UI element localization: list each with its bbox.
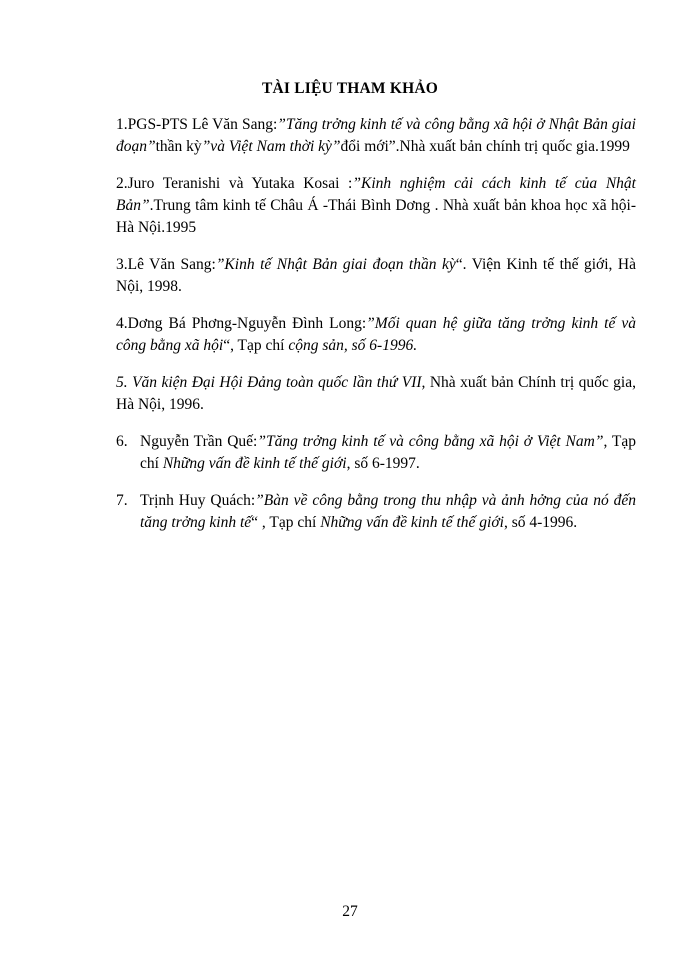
reference-list [116, 114, 636, 549]
reference-item-7 [116, 490, 636, 534]
page-title: TÀI LIỆU THAM KHẢO [262, 80, 438, 97]
reference-text: .Trung tâm kinh tế Châu Á -Thái Bình Dơng . Nhà xuất bản khoa học xã hội-Hà Nội.1995 [116, 197, 636, 236]
reference-title: ”Bàn về công bằng trong thu nhập và ảnh hởng của nó đến tăng trởng kinh tế [140, 492, 636, 531]
reference-text: 2.Juro Teranishi và Yutaka Kosai : [116, 175, 353, 192]
reference-text: “. Viện Kinh tế thế giới, Hà Nội, 1998. [116, 256, 636, 295]
reference-title: Những vấn đề kinh tế thế giới [320, 514, 504, 531]
reference-title: Những vấn đề kinh tế thế giới [162, 455, 347, 472]
reference-text: 3.Lê Văn Sang: [116, 256, 216, 273]
reference-title: ”và Việt Nam thời kỳ” [201, 138, 341, 155]
reference-item-6 [116, 431, 636, 475]
reference-title: cộng sản, số 6-1996. [288, 337, 418, 354]
reference-text: , số 4-1996. [503, 514, 578, 531]
reference-text: 4.Dơng Bá Phơng-Nguyễn Đình Long: [116, 315, 367, 332]
reference-text: đổi mới”.Nhà xuất bản chính trị quốc gia.1999 [340, 138, 630, 155]
reference-text: , Tạp chí [140, 433, 637, 472]
reference-title: ”Kinh tế Nhật Bản giai đoạn thần kỳ [215, 256, 456, 273]
reference-number: 6. [116, 433, 128, 450]
reference-text: , số 6-1997. [346, 455, 420, 472]
reference-text: Nguyễn Trần Quế: [140, 433, 258, 450]
reference-item-1 [116, 114, 636, 158]
reference-item-3 [116, 254, 636, 298]
reference-title: ”Tăng trởng kinh tế và công bằng xã hội ở Việt Nam” [257, 433, 604, 450]
reference-text: Trịnh Huy Quách: [140, 492, 256, 509]
reference-text: “, Tạp chí [223, 337, 289, 354]
reference-text: Nhà xuất bản Chính trị quốc gia, Hà Nội, 1996. [116, 374, 636, 413]
reference-title: ”Kinh nghiệm cải cách kinh tế của Nhật Bản” [116, 175, 636, 214]
reference-item-4 [116, 313, 636, 357]
reference-title: ”Tăng trởng kinh tế và công bằng xã hội ở Nhật Bản giai đoạn” [116, 116, 636, 155]
reference-number: 7. [116, 492, 128, 509]
reference-item-5 [116, 372, 636, 416]
reference-text: thần kỳ [155, 138, 202, 155]
reference-title: 5. Văn kiện Đại Hội Đảng toàn quốc lần thứ VII, [116, 374, 426, 391]
reference-title: ”Mối quan hệ giữa tăng trởng kinh tế và công bằng xã hội [116, 315, 636, 354]
reference-text: “ , Tạp chí [251, 514, 321, 531]
reference-item-2 [116, 173, 636, 239]
reference-text: 1.PGS-PTS Lê Văn Sang: [116, 116, 278, 133]
page-number: 27 [342, 903, 358, 920]
